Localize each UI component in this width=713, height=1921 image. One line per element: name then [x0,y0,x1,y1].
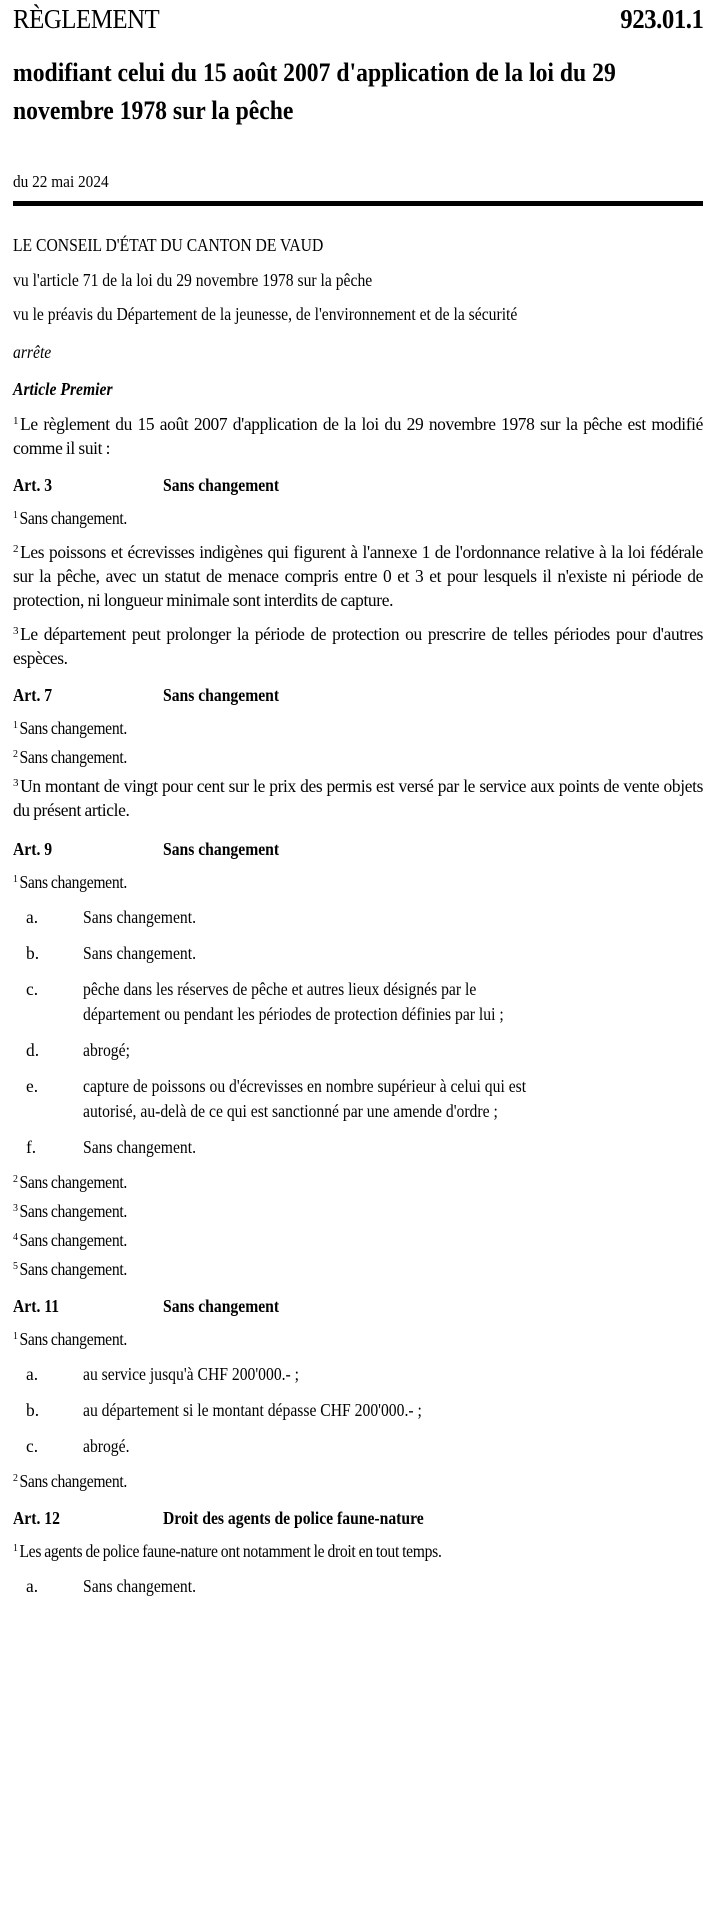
paragraph-text: Sans changement. [19,718,127,738]
document-number: 923.01.1 [619,4,703,34]
article-11-item-c [13,1434,703,1459]
article-7-paragraph-1 [13,716,703,740]
article-9-item-b [13,941,703,966]
paragraph-number: 3 [13,625,19,637]
item-text: capture de poissons ou d'écrevisses en nombre supérieur à celui qui est autorisé, au-delà de ce qui est sanctionné par une amende d'ordre ; [83,1076,527,1121]
enacting-authority-text: LE CONSEIL D'ÉTAT DU CANTON DE VAUD [13,235,324,255]
article-11-item-a [13,1362,703,1387]
decision-word [13,340,703,365]
paragraph-number: 3 [13,777,19,789]
paragraph-text: Le règlement du 15 août 2007 d'application de la loi du 29 novembre 1978 sur la pêche est modifié comme il suit : [13,414,703,458]
paragraph-number: 1 [13,415,19,427]
paragraph-number: 5 [13,1260,18,1272]
item-text: Sans changement. [83,907,197,927]
paragraph-text: Sans changement. [19,1329,127,1349]
paragraph-number: 2 [13,748,18,760]
item-text: au service jusqu'à CHF 200'000.- ; [83,1364,300,1384]
paragraph-text: Sans changement. [19,872,127,892]
item-letter: b. [26,943,40,963]
item-letter: a. [26,1364,39,1384]
article-3-heading [13,472,703,498]
article-11-paragraph-2 [13,1469,703,1493]
considerant-text: vu le préavis du Département de la jeunesse, de l'environnement et de la sécurité [13,304,518,324]
article-9-item-d [13,1038,703,1063]
item-text: Sans changement. [83,1576,197,1596]
article-number [13,836,163,862]
item-letter: c. [26,979,39,999]
paragraph-text: Sans changement. [19,1172,127,1192]
article-9-paragraph-3 [13,1199,703,1223]
item-letter: b. [26,1400,40,1420]
article-9-item-f [13,1135,703,1160]
paragraph-number: 1 [13,1542,18,1554]
paragraph-text: Les agents de police faune-nature ont notamment le droit en tout temps. [19,1541,442,1561]
paragraph-number: 1 [13,1330,18,1342]
item-letter: d. [26,1040,40,1060]
article-number-text: Art. 11 [13,1296,60,1316]
article-number-text: Art. 9 [13,839,53,859]
paragraph-number: 1 [13,873,18,885]
paragraph-number: 3 [13,1202,18,1214]
article-premier-heading [13,377,703,402]
article-3-paragraph-3 [13,622,703,670]
paragraph-text: Sans changement. [19,1471,127,1491]
article-title [163,836,292,862]
article-9-item-e [13,1074,703,1124]
header-divider [13,201,703,206]
article-7-paragraph-3 [13,774,703,822]
article-title-text: Sans changement [163,475,280,495]
item-letter: e. [26,1076,39,1096]
considerant-text: vu l'article 71 de la loi du 29 novembre 1978 sur la pêche [13,270,373,290]
paragraph-number: 2 [13,543,19,555]
paragraph-text: Les poissons et écrevisses indigènes qui figurent à l'annexe 1 de l'ordonnance relative à la loi fédérale sur la pêche, avec un statut de menace compris entre 0 et 3 et pour lesquels il n'existe ni période de protection, ni longueur minimale sont interdits de capture. [13,542,703,610]
document-type: RÈGLEMENT [13,4,160,34]
paragraph-text: Sans changement. [19,1259,127,1279]
article-9-item-c [13,977,703,1027]
item-text: Sans changement. [83,1137,197,1157]
document-page [13,0,703,1599]
enacting-authority [13,233,703,258]
article-title-text: Sans changement [163,839,280,859]
article-number [13,1293,163,1319]
article-9-paragraph-2 [13,1170,703,1194]
item-text: Sans changement. [83,943,197,963]
article-number-text: Art. 12 [13,1508,60,1528]
paragraph-number: 1 [13,719,18,731]
article-title [163,472,292,498]
article-9-heading [13,836,703,862]
article-title [163,1505,453,1531]
item-text: abrogé. [83,1436,130,1456]
paragraph-text: Le département peut prolonger la période de protection ou prescrire de telles périodes pour d'autres espèces. [13,624,703,668]
article-premier-paragraph-1 [13,412,703,460]
article-title-text: Sans changement [163,1296,280,1316]
article-number [13,682,163,708]
document-date: du 22 mai 2024 [13,172,109,191]
item-text: pêche dans les réserves de pêche et autres lieux désignés par le département ou pendant les périodes de protection définies par lui ; [83,979,504,1024]
article-number [13,1505,163,1531]
decision-text: arrête [13,342,52,362]
article-9-paragraph-4 [13,1228,703,1252]
article-number-text: Art. 3 [13,475,53,495]
article-premier-heading-text: Article Premier [13,379,113,399]
paragraph-number: 1 [13,509,18,521]
article-9-item-a [13,905,703,930]
paragraph-number: 2 [13,1472,18,1484]
item-letter: a. [26,907,39,927]
considerant-2 [13,302,703,327]
paragraph-text: Sans changement. [19,1201,127,1221]
article-7-heading [13,682,703,708]
considerant-1 [13,268,703,293]
document-header [13,4,703,40]
paragraph-text: Sans changement. [19,508,127,528]
item-letter: c. [26,1436,39,1456]
article-7-paragraph-2 [13,745,703,769]
article-11-paragraph-1 [13,1327,703,1351]
paragraph-number: 2 [13,1173,18,1185]
article-number [13,472,163,498]
article-3-paragraph-2 [13,540,703,612]
article-title [163,682,292,708]
paragraph-text: Sans changement. [19,747,127,767]
item-text: abrogé; [83,1040,130,1060]
article-number-text: Art. 7 [13,685,53,705]
article-12-heading [13,1505,703,1531]
article-11-heading [13,1293,703,1319]
article-11-item-b [13,1398,703,1423]
article-12-item-a [13,1574,703,1599]
item-text: au département si le montant dépasse CHF 200'000.- ; [83,1400,422,1420]
item-letter: f. [26,1137,37,1157]
article-title-text: Sans changement [163,685,280,705]
article-9-paragraph-5 [13,1257,703,1281]
article-3-paragraph-1 [13,506,703,530]
item-letter: a. [26,1576,39,1596]
paragraph-number: 4 [13,1231,18,1243]
article-title-text: Droit des agents de police faune-nature [163,1508,424,1528]
article-9-paragraph-1 [13,870,703,894]
article-title [163,1293,292,1319]
paragraph-text: Un montant de vingt pour cent sur le prix des permis est versé par le service aux points de vente objets du présent article. [13,776,703,820]
paragraph-text: Sans changement. [19,1230,127,1250]
document-title: modifiant celui du 15 août 2007 d'application de la loi du 29 novembre 1978 sur la pêche [13,58,616,125]
article-12-paragraph-1 [13,1539,703,1563]
